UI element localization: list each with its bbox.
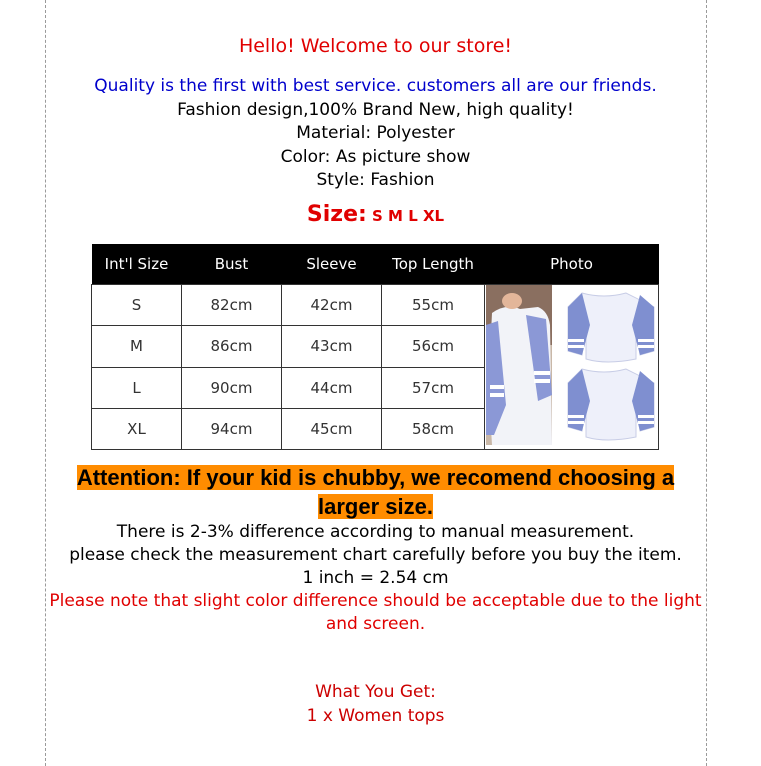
color-difference-note: Please note that slight color difference should be acceptable due to the light and screen. [49, 591, 702, 634]
product-photo [485, 285, 659, 450]
size-cell: L [92, 367, 182, 408]
welcome-heading: Hello! Welcome to our store! [238, 35, 513, 57]
difference-note: There is 2-3% difference according to manual measurement. [116, 522, 635, 542]
header-photo: Photo [485, 244, 659, 285]
model-shoulder [502, 293, 522, 309]
style-line: Style: Fashion [316, 170, 435, 190]
attention-text: Attention: If your kid is chubby, we recomend choosing a larger size. [76, 465, 675, 519]
what-you-get-title: What You Get: [315, 682, 436, 702]
attention-notice [46, 463, 705, 521]
sleeve-cell: 43cm [282, 326, 382, 367]
table-row [92, 285, 659, 326]
size-line: Size: S M L XL [306, 202, 445, 227]
length-cell: 56cm [382, 326, 485, 367]
what-you-get-item: 1 x Women tops [306, 705, 445, 726]
header-sleeve: Sleeve [282, 244, 382, 285]
sleeve-cell: 44cm [282, 367, 382, 408]
material-line: Material: Polyester [296, 123, 455, 143]
bust-cell: 94cm [182, 408, 282, 449]
header-intl-size: Int'l Size [92, 244, 182, 285]
table-header-row [92, 244, 659, 285]
product-description [46, 75, 705, 193]
fashion-line: Fashion design,100% Brand New, high quality! [177, 99, 574, 120]
size-values: S M L XL [366, 207, 445, 225]
inch-note: 1 inch = 2.54 cm [302, 568, 449, 588]
sleeve-cell: 45cm [282, 408, 382, 449]
what-you-get [46, 681, 705, 728]
header-bust: Bust [182, 244, 282, 285]
shirt-flat-top [568, 293, 654, 362]
header-top-length: Top Length [382, 244, 485, 285]
bust-cell: 86cm [182, 326, 282, 367]
shirt-photo-image [486, 285, 658, 445]
color-line: Color: As picture show [280, 146, 471, 167]
size-cell: XL [92, 408, 182, 449]
check-note: please check the measurement chart carefully before you buy the item. [69, 545, 682, 565]
length-cell: 58cm [382, 408, 485, 449]
shirt-flat-bottom [568, 369, 654, 440]
size-chart-table [91, 244, 659, 450]
bust-cell: 90cm [182, 367, 282, 408]
length-cell: 55cm [382, 285, 485, 326]
sleeve-cell: 42cm [282, 285, 382, 326]
measurement-notes [46, 521, 705, 636]
size-cell: M [92, 326, 182, 367]
length-cell: 57cm [382, 367, 485, 408]
size-cell: S [92, 285, 182, 326]
size-label: Size [306, 202, 358, 227]
bust-cell: 82cm [182, 285, 282, 326]
quality-line: Quality is the first with best service. customers all are our friends. [94, 76, 657, 96]
